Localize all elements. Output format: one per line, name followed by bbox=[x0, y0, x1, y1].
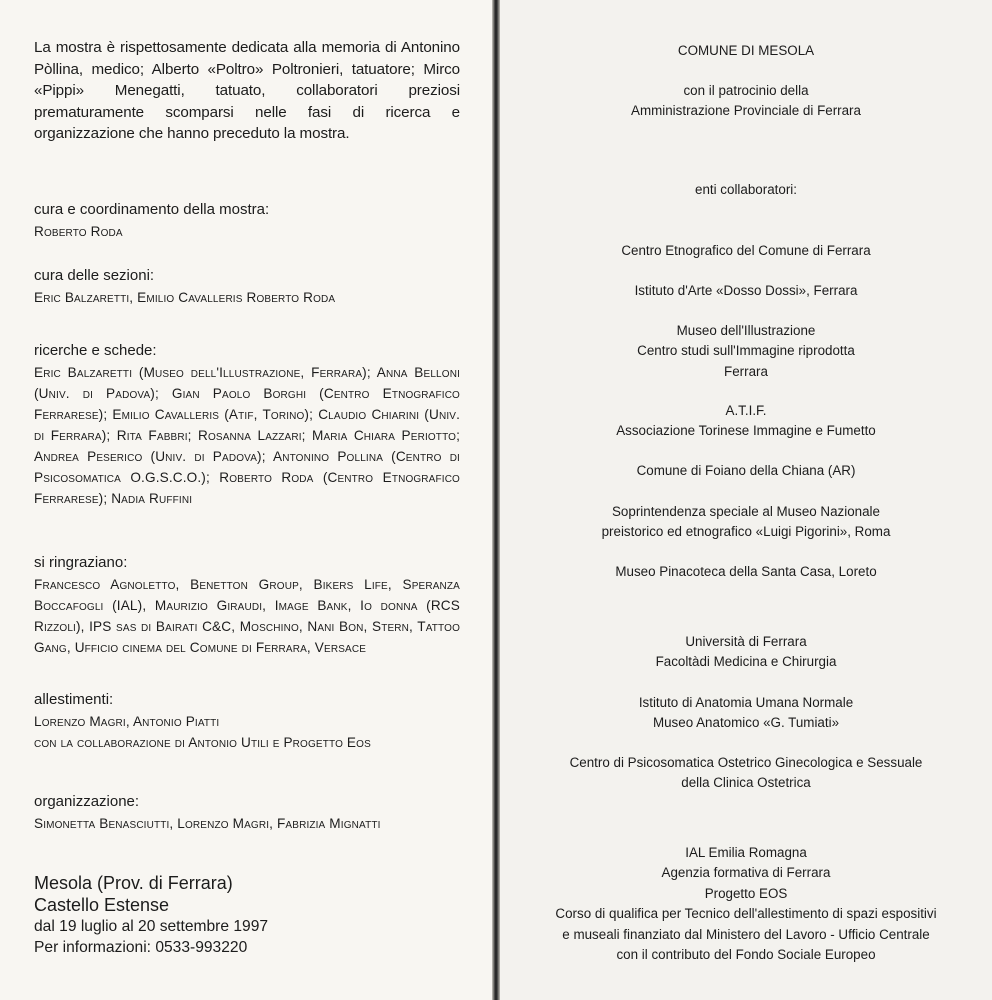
venue-block bbox=[34, 872, 474, 958]
cura-section bbox=[34, 200, 460, 242]
organizzazione-heading: organizzazione: bbox=[34, 793, 140, 810]
ente-2-line: Istituto d'Arte «Dosso Dossi», Ferrara bbox=[634, 283, 858, 298]
venue-place: Mesola (Prov. di Ferrara) bbox=[34, 873, 233, 893]
comune-name: COMUNE DI MESOLA bbox=[677, 43, 815, 58]
ente-5-line: Comune di Foiano della Chiana (AR) bbox=[636, 463, 856, 478]
cura-heading: cura e coordinamento della mostra: bbox=[34, 201, 270, 218]
ente-2 bbox=[540, 281, 952, 301]
ente-9-line-2: Museo Anatomico «G. Tumiati» bbox=[652, 715, 840, 731]
sezioni-section bbox=[34, 266, 460, 308]
ente-1 bbox=[540, 241, 952, 261]
sezioni-names: Eric Balzaretti, Emilio Cavalleris Roberto Roda bbox=[34, 290, 336, 305]
organizzazione-section bbox=[34, 792, 460, 834]
ente-11-line-2: Agenzia formativa di Ferrara bbox=[661, 865, 831, 881]
ente-3-line-1: Museo dell'Illustrazione bbox=[676, 323, 816, 338]
ente-4 bbox=[540, 401, 952, 442]
ente-3 bbox=[540, 321, 952, 382]
ente-11-line-5: e museali finanziato dal Ministero del Lavoro - Ufficio Centrale bbox=[562, 926, 930, 942]
allestimenti-names-2: con la collaborazione di Antonio Utili e Progetto Eos bbox=[34, 735, 371, 750]
organizzazione-names: Simonetta Benasciutti, Lorenzo Magri, Fabrizia Mignatti bbox=[34, 816, 381, 831]
ente-11-line-1: IAL Emilia Romagna bbox=[685, 845, 807, 860]
ente-4-line-2: Associazione Torinese Immagine e Fumetto bbox=[616, 423, 876, 439]
allestimenti-section bbox=[34, 690, 460, 753]
dedication-text: La mostra è rispettosamente dedicata alla memoria di Antonino Pòllina, medico; Alberto «Poltro» Poltronieri, tatuatore; Mirco «Pippi» Menegatti, tatuato, collaboratori preziosi prematuramente scomparsi nelle fasi di ricerca e organizzazione che hanno preceduto la mostra. bbox=[34, 39, 460, 142]
patrocinio-line-1: con il patrocinio della bbox=[683, 83, 809, 98]
patrocinio-line-2: Amministrazione Provinciale di Ferrara bbox=[631, 103, 861, 119]
ente-8-line-1: Università di Ferrara bbox=[685, 634, 807, 649]
ente-9-line-1: Istituto di Anatomia Umana Normale bbox=[638, 695, 854, 710]
ente-1-line: Centro Etnografico del Comune di Ferrara bbox=[621, 243, 871, 258]
ente-8-line-2: Facoltàdi Medicina e Chirurgia bbox=[655, 654, 837, 670]
ente-7-line: Museo Pinacoteca della Santa Casa, Loreto bbox=[615, 564, 877, 579]
ente-5 bbox=[540, 461, 952, 481]
ringraziano-section bbox=[34, 553, 460, 658]
ente-8 bbox=[540, 632, 952, 673]
ente-3-line-3: Ferrara bbox=[724, 363, 768, 379]
patrocinio-block bbox=[540, 81, 952, 122]
venue-building: Castello Estense bbox=[34, 895, 170, 915]
ricerche-heading: ricerche e schede: bbox=[34, 342, 157, 359]
ente-7 bbox=[540, 562, 952, 582]
ringraziano-names: Francesco Agnoletto, Benetton Group, Bikers Life, Speranza Boccafogli (IAL), Maurizio Giraudi, Image Bank, Io donna (RCS Rizzoli), IPS sas di Bairati C&C, Moschino, Nani Bon, Stern, Tattoo Gang, Ufficio cinema del Comune di Ferrara, Versace bbox=[34, 577, 460, 655]
cura-names: Roberto Roda bbox=[34, 224, 123, 239]
ente-6-line-1: Soprintendenza speciale al Museo Nazionale bbox=[612, 504, 880, 519]
allestimenti-heading: allestimenti: bbox=[34, 691, 114, 708]
ente-11 bbox=[530, 843, 962, 965]
page-fold bbox=[492, 0, 500, 1000]
ente-11-line-4: Corso di qualifica per Tecnico dell'allestimento di spazi espositivi bbox=[555, 906, 937, 922]
ente-10-line-2: della Clinica Ostetrica bbox=[681, 775, 811, 791]
left-page bbox=[0, 0, 492, 1000]
ente-4-line-1: A.T.I.F. bbox=[725, 403, 767, 418]
ente-10 bbox=[540, 753, 952, 794]
ente-10-line-1: Centro di Psicosomatica Ostetrico Ginecologica e Sessuale bbox=[569, 755, 923, 770]
ente-11-line-6: con il contributo del Fondo Sociale Europeo bbox=[616, 947, 876, 963]
venue-dates: dal 19 luglio al 20 settembre 1997 bbox=[34, 918, 269, 935]
comune-title bbox=[540, 41, 952, 61]
venue-info: Per informazioni: 0533-993220 bbox=[34, 939, 248, 956]
ricerche-names: Eric Balzaretti (Museo dell'Illustrazione, Ferrara); Anna Belloni (Univ. di Padova); Gian Paolo Borghi (Centro Etnografico Ferrarese); Emilio Cavalleris (Atif, Torino); Claudio Chiarini (Univ. di Ferrara); Rita Fabbri; Rosanna Lazzari; Maria Chiara Periotto; Andrea Peserico (Univ. di Padova); Antonino Pollina (Centro di Psicosomatica O.G.S.C.O.); Roberto Roda (Centro Etnografico Ferrarese); Nadia Ruffini bbox=[34, 365, 460, 506]
ente-9 bbox=[540, 693, 952, 734]
enti-heading: enti collaboratori: bbox=[695, 182, 797, 197]
ricerche-section bbox=[34, 341, 460, 509]
ringraziano-heading: si ringraziano: bbox=[34, 554, 128, 571]
ente-3-line-2: Centro studi sull'Immagine riprodotta bbox=[637, 343, 855, 359]
allestimenti-names-1: Lorenzo Magri, Antonio Piatti bbox=[34, 714, 220, 729]
ente-6-line-2: preistorico ed etnografico «Luigi Pigorini», Roma bbox=[601, 524, 891, 540]
ente-11-line-3: Progetto EOS bbox=[704, 885, 788, 901]
sezioni-heading: cura delle sezioni: bbox=[34, 267, 155, 284]
ente-6 bbox=[540, 502, 952, 543]
enti-heading-block bbox=[540, 180, 952, 200]
